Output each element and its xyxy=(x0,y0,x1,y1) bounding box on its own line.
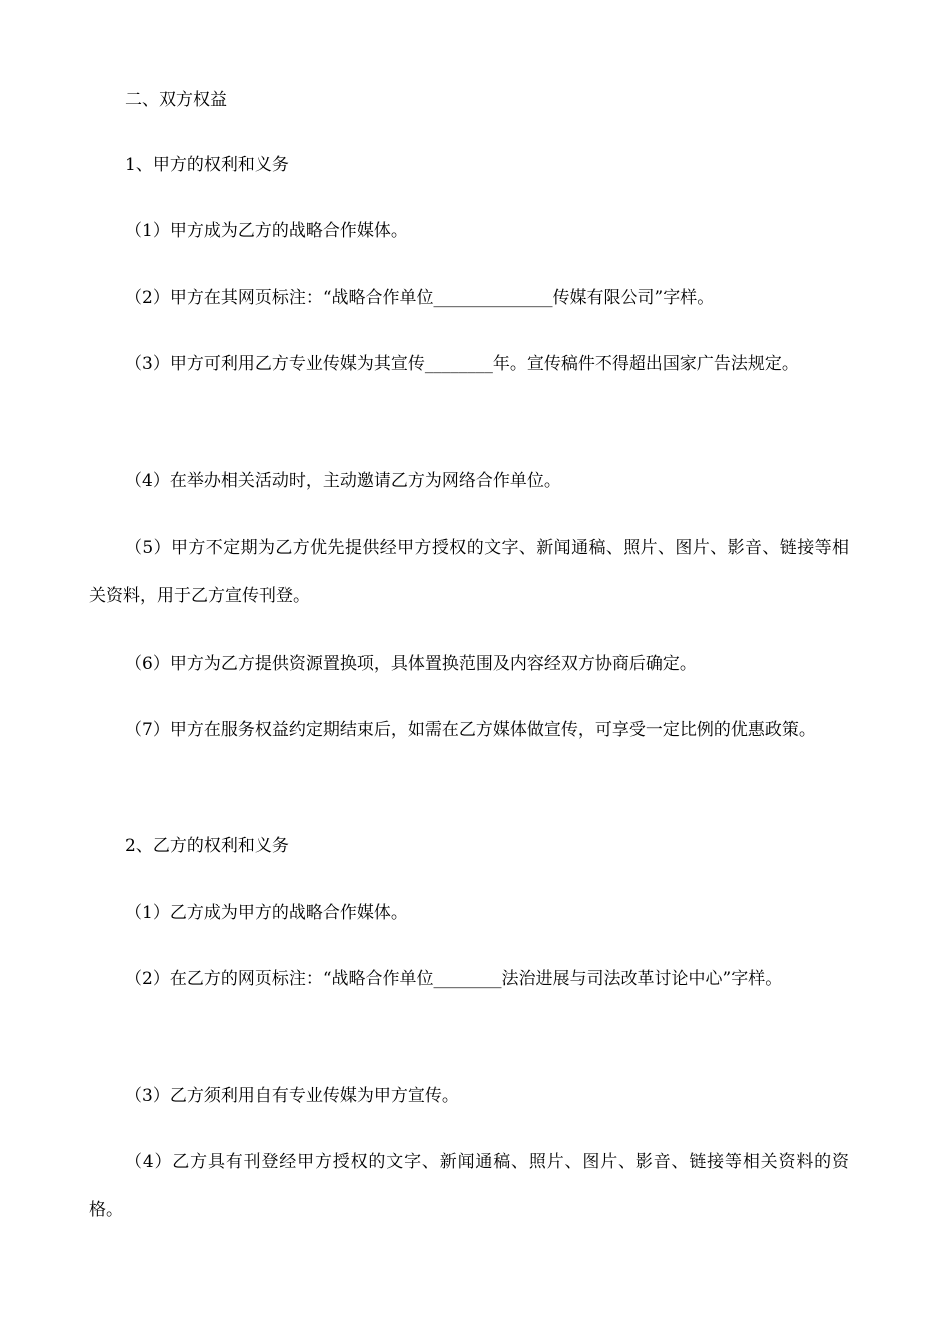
party-a-item-1: （1）甲方成为乙方的战略合作媒体。 xyxy=(125,221,408,241)
party-b-item-4: （4）乙方具有刊登经甲方授权的文字、新闻通稿、照片、图片、影音、链接等相关资料的资格。 xyxy=(89,1152,849,1220)
party-a-item-5: （5）甲方不定期为乙方优先提供经甲方授权的文字、新闻通稿、照片、图片、影音、链接等相关资料，用于乙方宣传刊登。 xyxy=(89,538,849,606)
party-b-item-2: （2）在乙方的网页标注：“战略合作单位________法治进展与司法改革讨论中心”字样。 xyxy=(125,969,783,989)
party-b-item-3: （3）乙方须利用自有专业传媒为甲方宣传。 xyxy=(125,1086,459,1106)
party-a-item-2: （2）甲方在其网页标注：“战略合作单位______________传媒有限公司”字样。 xyxy=(125,288,715,308)
party-a-item-3: （3）甲方可利用乙方专业传媒为其宣传________年。宣传稿件不得超出国家广告法规定。 xyxy=(125,354,799,374)
party-a-item-6: （6）甲方为乙方提供资源置换项，具体置换范围及内容经双方协商后确定。 xyxy=(125,654,697,674)
party-b-item-1: （1）乙方成为甲方的战略合作媒体。 xyxy=(125,903,408,923)
party-b-heading: 2、乙方的权利和义务 xyxy=(125,836,289,856)
section-title: 二、双方权益 xyxy=(125,90,227,110)
party-a-item-7: （7）甲方在服务权益约定期结束后，如需在乙方媒体做宣传，可享受一定比例的优惠政策。 xyxy=(125,720,816,740)
party-a-item-4: （4）在举办相关活动时，主动邀请乙方为网络合作单位。 xyxy=(125,471,561,491)
party-a-heading: 1、甲方的权利和义务 xyxy=(125,155,289,175)
